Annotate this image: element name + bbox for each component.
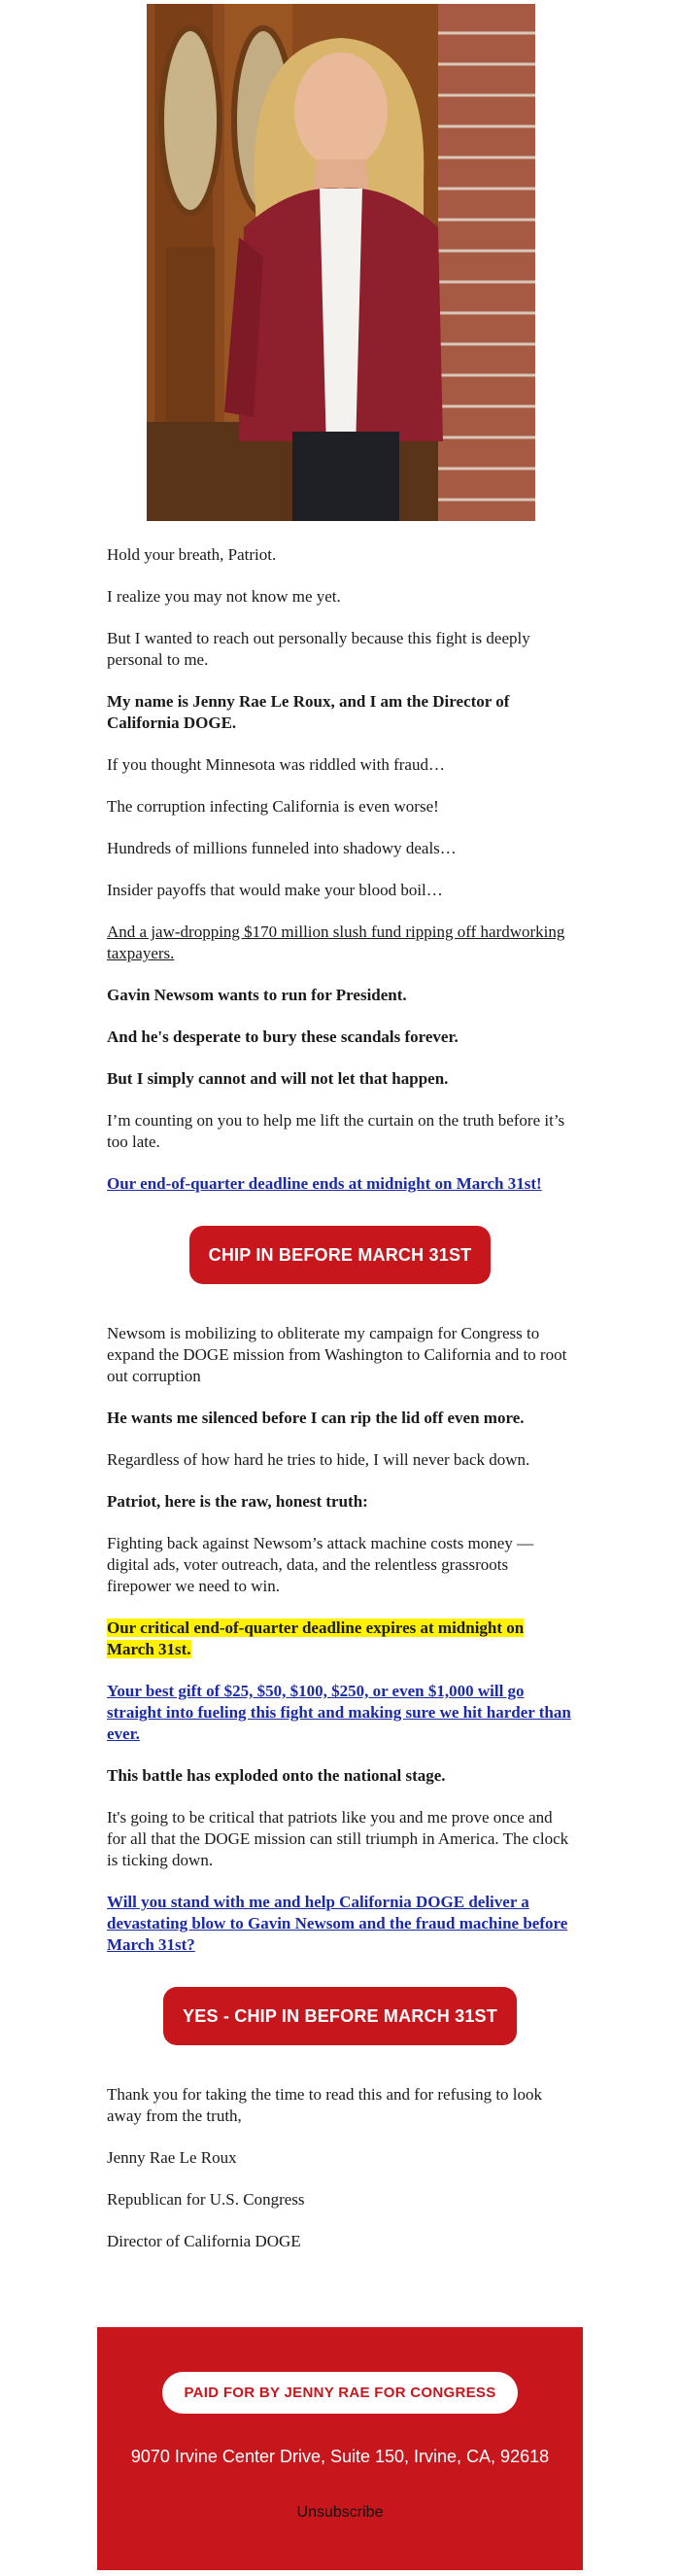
paragraph-bold: But I simply cannot and will not let that happen. xyxy=(107,1069,449,1088)
paragraph: Newsom is mobilizing to obliterate my campaign for Congress to expand the DOGE mission from Washington to California and to root out corruption xyxy=(107,1324,567,1385)
highlighted-deadline: Our critical end-of-quarter deadline expires at midnight on March 31st. xyxy=(107,1619,525,1658)
footer xyxy=(97,2327,583,2570)
cta-wrapper xyxy=(107,1226,573,1284)
paragraph: But I wanted to reach out personally because this fight is deeply personal to me. xyxy=(107,629,530,669)
cta-wrapper xyxy=(107,1987,573,2045)
paragraph: Fighting back against Newsom’s attack machine costs money — digital ads, voter outreach, data, and the relentless grassroots firepower we need to win. xyxy=(107,1534,534,1595)
paragraph-bold: Gavin Newsom wants to run for President. xyxy=(107,986,407,1004)
signature-title: Republican for U.S. Congress xyxy=(107,2190,305,2209)
paragraph: I’m counting on you to help me lift the curtain on the truth before it’s too late. xyxy=(107,1111,565,1151)
chip-in-button[interactable]: CHIP IN BEFORE MARCH 31ST xyxy=(189,1226,492,1284)
paragraph: Hundreds of millions funneled into shadowy deals… xyxy=(107,839,457,857)
paragraph-bold: And he's desperate to bury these scandals forever. xyxy=(107,1027,459,1046)
paid-for-badge: PAID FOR BY JENNY RAE FOR CONGRESS xyxy=(162,2372,517,2414)
paragraph: The corruption infecting California is even worse! xyxy=(107,797,439,816)
paragraph-bold: Patriot, here is the raw, honest truth: xyxy=(107,1492,368,1511)
paragraph-bold: My name is Jenny Rae Le Roux, and I am the Director of California DOGE. xyxy=(107,692,510,732)
paragraph: If you thought Minnesota was riddled with fraud… xyxy=(107,755,445,774)
paragraph-bold: He wants me silenced before I can rip the lid off even more. xyxy=(107,1409,525,1427)
signature-title: Director of California DOGE xyxy=(107,2232,301,2250)
unsubscribe-link[interactable]: Unsubscribe xyxy=(296,2504,384,2521)
deadline-link[interactable]: Our end-of-quarter deadline ends at midnight on March 31st! xyxy=(107,1174,542,1193)
yes-chip-in-button[interactable]: YES - CHIP IN BEFORE MARCH 31ST xyxy=(163,1987,517,2045)
letter-body xyxy=(107,544,573,2273)
portrait-illustration xyxy=(147,4,535,521)
paragraph: I realize you may not know me yet. xyxy=(107,587,341,606)
paragraph: Hold your breath, Patriot. xyxy=(107,545,277,564)
paragraph: Regardless of how hard he tries to hide, I will never back down. xyxy=(107,1450,530,1469)
hero-photo xyxy=(147,4,535,521)
stand-with-me-link[interactable]: Will you stand with me and help California DOGE deliver a devastating blow to Gavin Newsom and the fraud machine before March 31st? xyxy=(107,1893,568,1954)
gift-amounts-link[interactable]: Your best gift of $25, $50, $100, $250, or even $1,000 will go straight into fueling this fight and making sure we hit harder than ever. xyxy=(107,1682,571,1743)
paragraph-bold: This battle has exploded onto the national stage. xyxy=(107,1766,446,1785)
signature-name: Jenny Rae Le Roux xyxy=(107,2148,237,2167)
footer-address: 9070 Irvine Center Drive, Suite 150, Irvine, CA, 92618 xyxy=(130,2447,550,2466)
paragraph: Insider payoffs that would make your blood boil… xyxy=(107,881,443,899)
underlined-paragraph: And a jaw-dropping $170 million slush fund ripping off hardworking taxpayers. xyxy=(107,922,565,962)
paragraph: It's going to be critical that patriots like you and me prove once and for all that the DOGE mission can still triumph in America. The clock is ticking down. xyxy=(107,1808,569,1869)
paragraph: Thank you for taking the time to read this and for refusing to look away from the truth, xyxy=(107,2085,543,2125)
